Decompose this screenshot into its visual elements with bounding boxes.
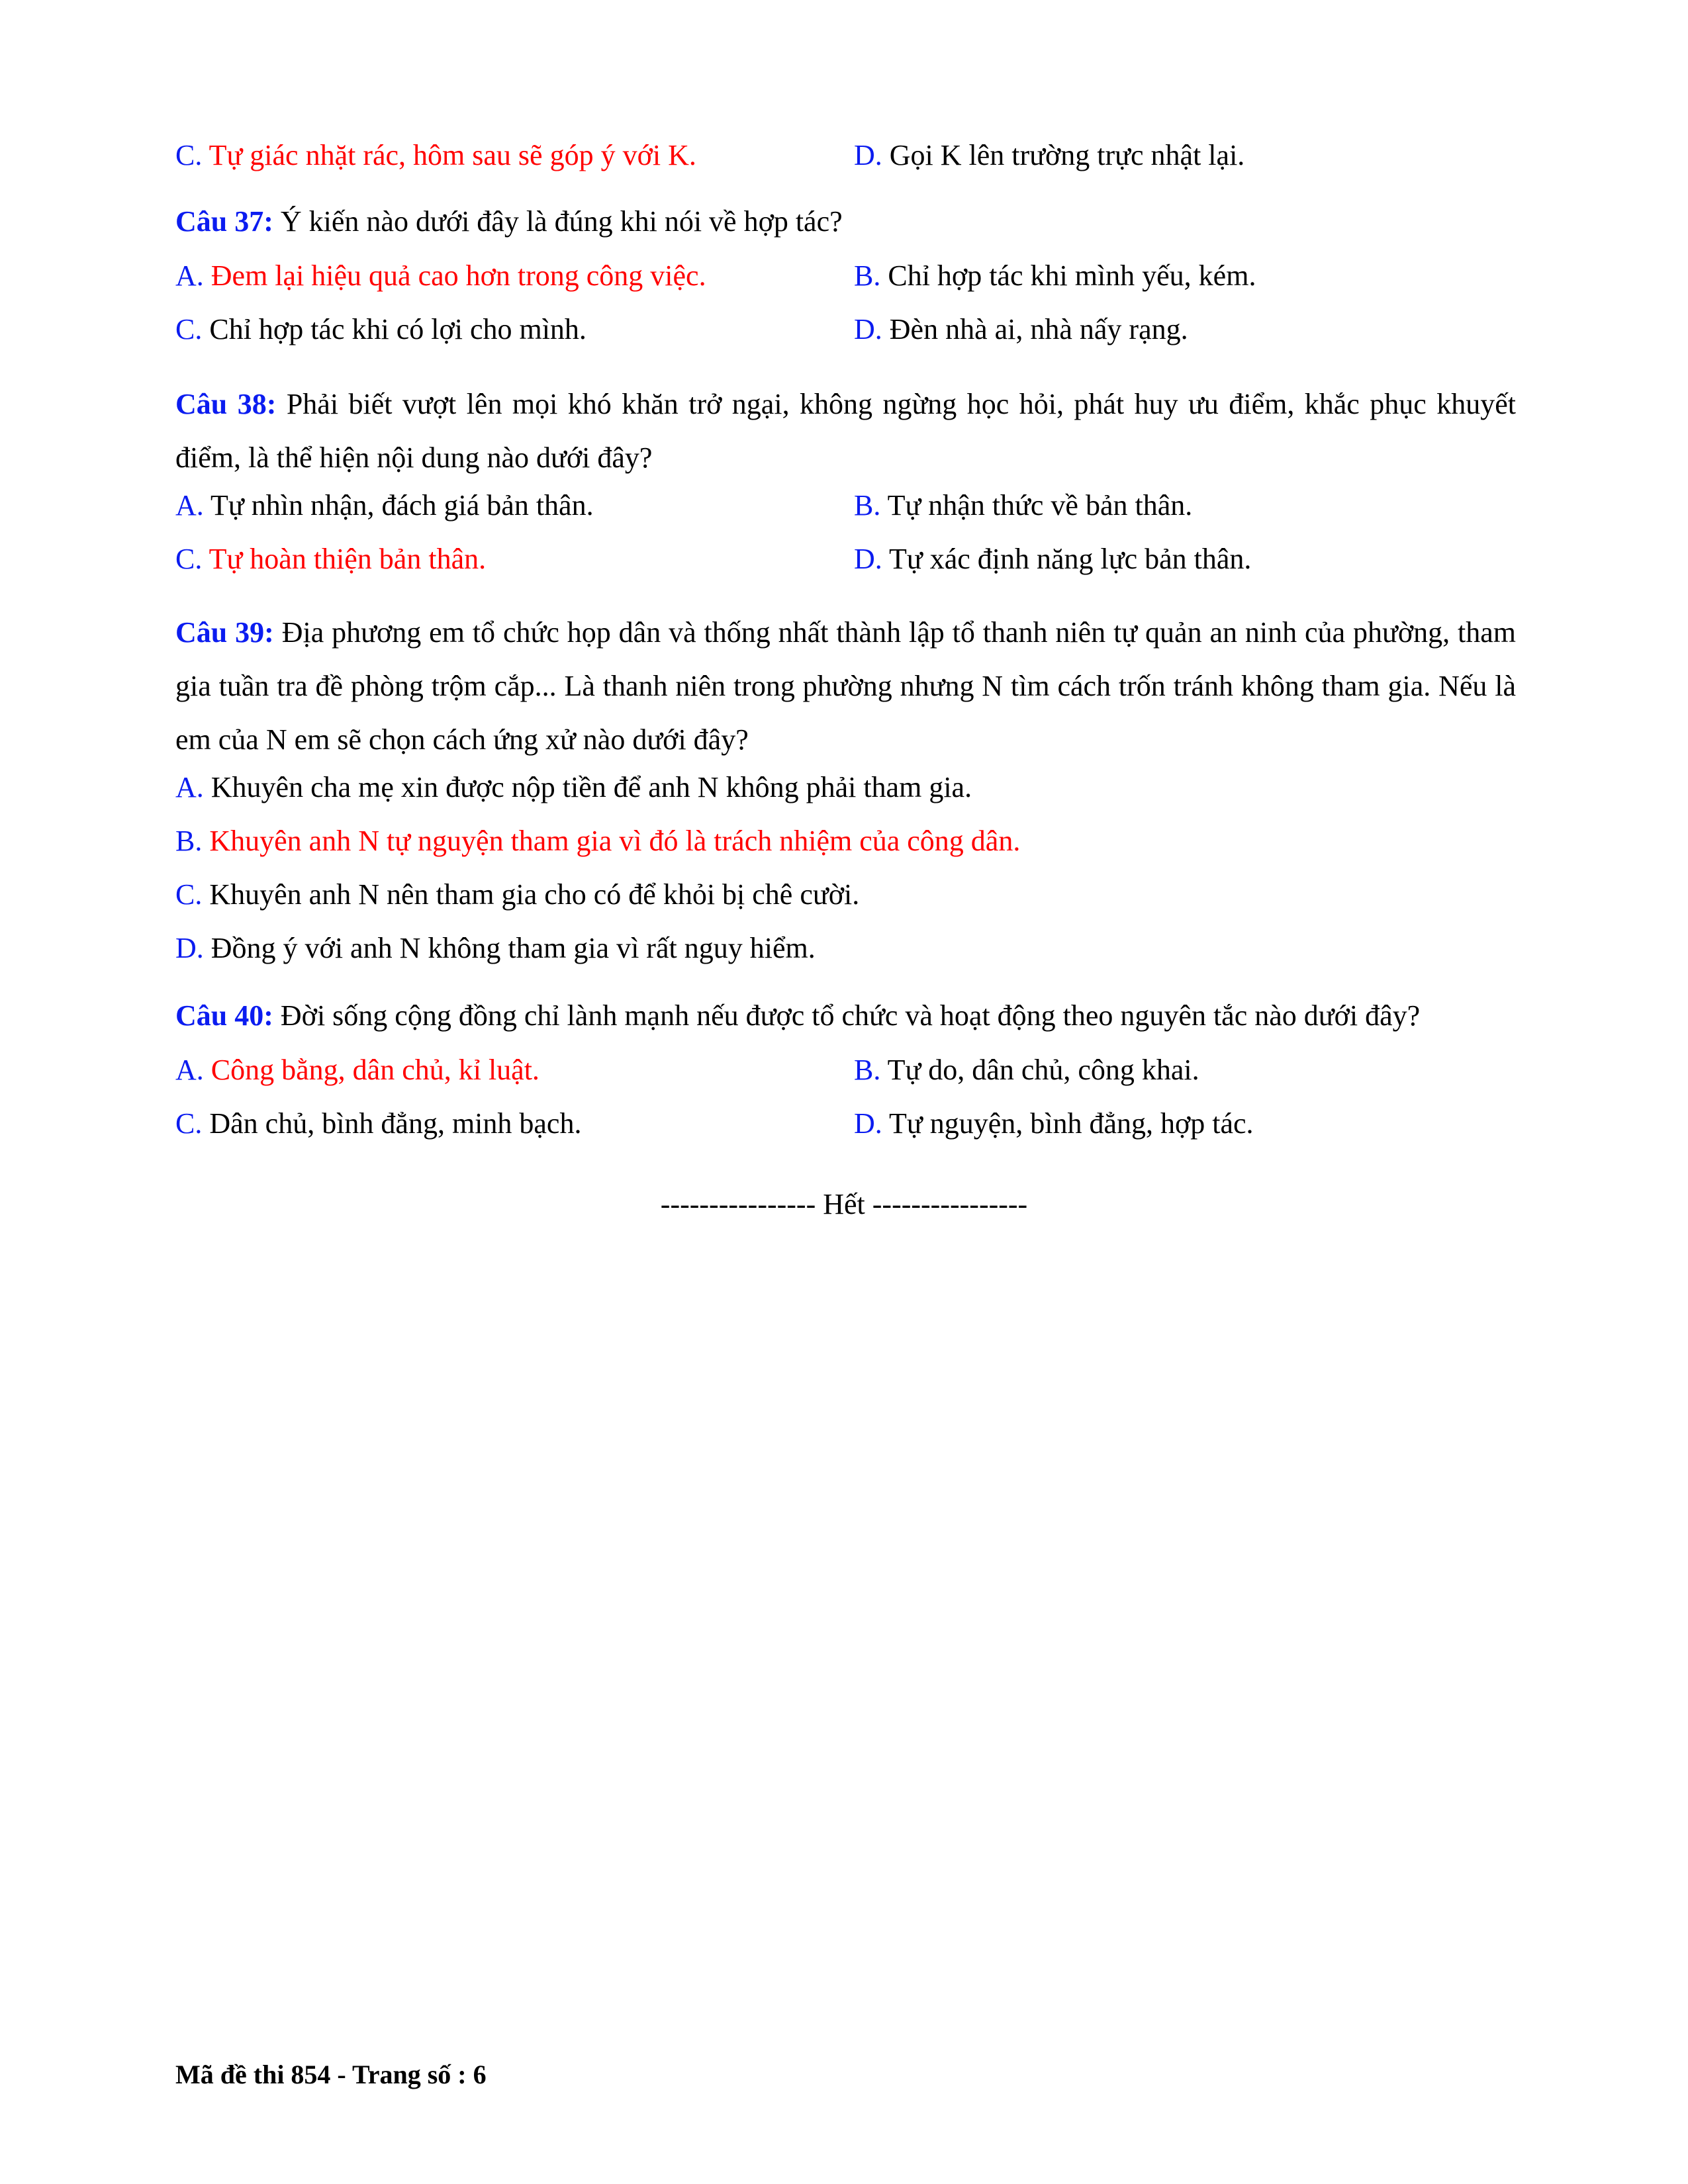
option-text-correct: Tự giác nhặt rác, hôm sau sẽ góp ý với K. xyxy=(209,139,696,171)
option-text: Tự do, dân chủ, công khai. xyxy=(887,1054,1199,1086)
option-text: Tự nguyện, bình đẳng, hợp tác. xyxy=(889,1107,1254,1140)
q38-option-a xyxy=(175,486,594,525)
q40-option-a xyxy=(175,1050,539,1090)
option-letter: D. xyxy=(854,543,882,575)
q37-option-d xyxy=(854,310,1188,349)
page-footer: Mã đề thi 854 - Trang số : 6 xyxy=(175,2060,487,2089)
question-text: Địa phương em tổ chức họp dân và thống nhất thành lập tổ thanh niên tự quản an ninh của phường, tham gia tuần tra đề phòng trộm cắp... Là thanh niên trong phường nhưng N tìm cách trốn tránh không tham gia. Nếu là em của N em sẽ chọn cách ứng xử nào dưới đây? xyxy=(175,616,1516,756)
option-letter: A. xyxy=(175,1054,204,1086)
option-letter: D. xyxy=(175,932,204,964)
q38-option-b xyxy=(854,486,1192,525)
option-text-correct: Đem lại hiệu quả cao hơn trong công việc. xyxy=(211,259,706,292)
prev-option-c xyxy=(175,136,696,175)
option-text: Khuyên anh N nên tham gia cho có để khỏi bị chê cười. xyxy=(209,878,860,911)
option-letter: D. xyxy=(854,313,882,345)
question-37 xyxy=(175,202,843,242)
q40-option-c xyxy=(175,1104,581,1144)
q37-option-c xyxy=(175,310,586,349)
q39-option-c xyxy=(175,875,859,915)
end-mark: ---------------- Hết ---------------- xyxy=(660,1188,1028,1220)
question-label: Câu 38: xyxy=(175,388,277,420)
option-text: Gọi K lên trường trực nhật lại. xyxy=(889,139,1245,171)
q39-option-a xyxy=(175,768,972,807)
question-39 xyxy=(175,606,1516,766)
question-label: Câu 39: xyxy=(175,616,274,649)
option-letter: C. xyxy=(175,878,203,911)
option-letter: C. xyxy=(175,313,203,345)
option-letter: D. xyxy=(854,139,882,171)
q39-option-b xyxy=(175,821,1020,861)
option-letter: C. xyxy=(175,139,203,171)
q37-option-a xyxy=(175,256,706,296)
q40-option-b xyxy=(854,1050,1199,1090)
question-40 xyxy=(175,996,1420,1036)
option-letter: A. xyxy=(175,489,204,522)
question-label: Câu 37: xyxy=(175,205,273,238)
option-text: Tự nhìn nhận, đách giá bản thân. xyxy=(211,489,594,522)
option-letter: C. xyxy=(175,1107,203,1140)
option-text: Đồng ý với anh N không tham gia vì rất nguy hiểm. xyxy=(211,932,816,964)
q40-option-d xyxy=(854,1104,1254,1144)
option-letter: B. xyxy=(854,259,881,292)
question-text: Phải biết vượt lên mọi khó khăn trở ngại, không ngừng học hỏi, phát huy ưu điểm, khắc phục khuyết điểm, là thể hiện nội dung nào dưới đây? xyxy=(175,388,1517,474)
q37-option-b xyxy=(854,256,1256,296)
question-text: Đời sống cộng đồng chỉ lành mạnh nếu được tổ chức và hoạt động theo nguyên tắc nào dưới đây? xyxy=(280,999,1421,1032)
option-text: Khuyên cha mẹ xin được nộp tiền để anh N không phải tham gia. xyxy=(211,771,972,803)
q38-option-c xyxy=(175,539,486,579)
option-letter: D. xyxy=(854,1107,882,1140)
option-text: Tự nhận thức về bản thân. xyxy=(887,489,1193,522)
option-letter: B. xyxy=(854,489,881,522)
question-label: Câu 40: xyxy=(175,999,273,1032)
option-letter: A. xyxy=(175,771,204,803)
prev-option-d xyxy=(854,136,1244,175)
q38-option-d xyxy=(854,539,1251,579)
question-text: Ý kiến nào dưới đây là đúng khi nói về hợp tác? xyxy=(280,205,843,238)
option-text-correct: Công bằng, dân chủ, kỉ luật. xyxy=(211,1054,539,1086)
question-38 xyxy=(175,377,1516,484)
option-letter: B. xyxy=(175,825,203,857)
option-text: Tự xác định năng lực bản thân. xyxy=(889,543,1252,575)
q39-option-d xyxy=(175,929,816,968)
option-text: Chỉ hợp tác khi có lợi cho mình. xyxy=(209,313,586,345)
option-text-correct: Tự hoàn thiện bản thân. xyxy=(209,543,487,575)
option-text: Dân chủ, bình đẳng, minh bạch. xyxy=(209,1107,582,1140)
option-letter: B. xyxy=(854,1054,881,1086)
option-letter: A. xyxy=(175,259,204,292)
option-text-correct: Khuyên anh N tự nguyện tham gia vì đó là trách nhiệm của công dân. xyxy=(209,825,1021,857)
option-text: Chỉ hợp tác khi mình yếu, kém. xyxy=(888,259,1256,292)
option-text: Đèn nhà ai, nhà nấy rạng. xyxy=(889,313,1188,345)
option-letter: C. xyxy=(175,543,203,575)
